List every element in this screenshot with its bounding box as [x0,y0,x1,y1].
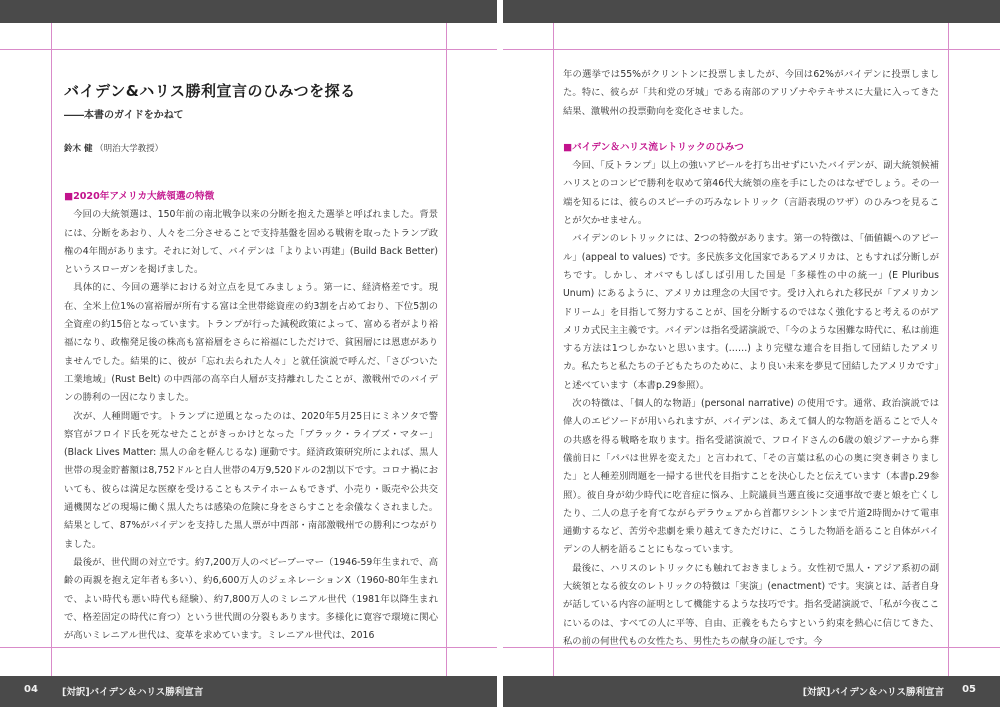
footer-title-left: [対訳]バイデン＆ハリス勝利宣言 [62,687,204,698]
footer-left [0,676,497,707]
paragraph: 具体的に、今回の選挙における対立点を見てみましょう。第一に、経済格差です。現在、全米上位1%の富裕層が所有する富は全世帯総資産の約3割を占めており、下位5割の全資産の約15倍となっています。トランプが行った減税政策によって、富める者がより裕福になり、政権発足後の株高も富裕層をさらに裕福にしただけで、貧困層には恩恵がありませんでした。結果的に、彼が「忘れ去られた人々」と就任演説で呼んだ、「さびついた工業地域」(Rust Belt) の中西部の高卒白人層が支持離れしたことが、激戦州でのバイデンの勝利の一因になりました。 [64,282,438,404]
author-name: 鈴木 健 [64,144,93,154]
left-body-column [64,188,438,645]
margin-rule-right-outer [948,23,949,676]
author-affiliation: （明治大学教授） [95,144,164,154]
paragraph: 次の特徴は、「個人的な物語」(personal narrative) の使用です。通常、政治演説では偉人のエピソードが用いられますが、バイデンは、あえて個人的な物語を語ることで人々の共感を得る戦略を取ります。指名受諾演説で、フロイドさんの6歳の娘ジアーナから葬儀前日に「パパは世界を変えた」と言われて、「その言葉は私の心の奥に突き刺さりました」と人種差別問題を一掃する世代を目指すことを決心したと伝えています（本書p.29参照）。彼自身が幼少時代に吃音症に悩み、上院議員当選直後に交通事故で妻と娘を亡くしたり、二人の息子を育てながらデラウェアから首都ワシントンまで片道2時間かけて電車通勤するなど、苦労や悲劇を乗り越えてきただけに、こうした物語を語ること自体がバイデンの人柄を語ることにもなっています。 [563,398,939,556]
section-heading: ■2020年アメリカ大統領選の特徴 [64,191,215,202]
article-title: バイデン&ハリス勝利宣言のひみつを探る [64,82,356,100]
paragraph: 今回、「反トランプ」以上の強いアピールを打ち出せずにいたバイデンが、副大統領候補ハリスとのコンビで勝利を収めて第46代大統領の座を手にしたのはなぜでしょう。その一端を知るには、彼らのスピーチの巧みなレトリック（言語表現のワザ）のひみつを見ることが欠かせません。 [563,160,939,227]
footer-title-right: [対訳]バイデン＆ハリス勝利宣言 [802,687,944,698]
author-line [64,142,163,154]
paragraph: 次が、人種問題です。トランプに逆風となったのは、2020年5月25日にミネソタで警察官がフロイド氏を死なせたことがきっかけとなった「ブラック・ライブズ・マター」(Black Lives Matter: 黒人の命を軽んじるな) 運動です。経済政策研究所によれば、黒人世帯の現金貯蓄額は8,752ドルと白人世帯の4万9,520ドルの2割以下です。コロナ禍においても、彼らは満足な医療を受けることもステイホームもできず、小売り・販売や公共交通機関などの現場に働く黒人たちは感染の危険に身をさらすことを余儀なくされました。結果として、87%がバイデンを支持した黒人票が中西部・南部激戦州での勝利につながりました。 [64,410,438,550]
top-bar-right [503,0,1000,23]
margin-rule-left-inner [446,23,447,676]
top-bar-left [0,0,497,23]
paragraph: 最後が、世代間の対立です。約7,200万人のベビーブーマー（1946-59年生まれで、高齢の両親を抱え定年者も多い）、約6,600万人のジェネレーションX（1960-80年生まれで、よい時代も悪い時代も経験）、約7,800万人のミレニアル世代（1981年以降生まれで、格差固定の時代に育つ）という世代間の分裂もあります。多様化に寛容で環境に関心が高いミレニアル世代は、変革を求めています。ミレニアル世代は、2016 [64,556,438,642]
margin-rule-left-outer [51,23,52,676]
page-number-right: 05 [962,684,976,695]
page-gutter [497,0,503,707]
footer-right [503,676,1000,707]
section-heading: ■バイデン＆ハリス流レトリックのひみつ [563,141,744,153]
paragraph: 最後に、ハリスのレトリックにも触れておきましょう。女性初で黒人・アジア系初の副大統領となる彼女のレトリックの特徴は「実演」(enactment) です。実演とは、話者自身が話している内容の証明として機能するような技巧です。指名受諾演説で、「私が今夜ここにいるのは、すべての人に平等、自由、正義をもたらすという約束を熱心に信じてきた、私の前の何世代もの女性たち、男性たちの献身の証しです。今 [563,562,939,647]
article-subtitle: ――本書のガイドをかねて [64,110,184,121]
margin-rule-right-inner [553,23,554,676]
right-body-column [563,66,939,651]
paragraph: バイデンのレトリックには、2つの特徴があります。第一の特徴は、「価値観へのアピール」(appeal to values) です。多民族多文化国家であるアメリカは、ともすれば分断しがちです。しかし、オバマもしばしば引用した国是「多様性の中の統一」(E Pluribus Unum) にあるように、アメリカは理念の大国です。受け入れられた移民が「アメリカンドリーム」を目指して努力することが、国を分断するのではなく強化すると考えるのがアメリカ式民主主義です。バイデンは指名受諾演説で、「今のような困難な時代に、私は前進する方法は1つしかないと思います。(……) より完璧な連合を目指して団結したアメリカ。私たちと私たちの子どもたちのために、より良い未来を夢見て団結したアメリカです」と述べています（本書p.29参照）。 [563,233,939,391]
continuation-paragraph: 年の選挙では55%がクリントンに投票しましたが、今回は62%がバイデンに投票しました。特に、彼らが「共和党の牙城」である南部のアリゾナやテキサスに大量に入ってきた結果、激戦州の投票動向を変化させました。 [563,69,939,117]
section-spacer [563,121,939,139]
page-number-left: 04 [24,684,38,695]
paragraph: 今回の大統領選は、150年前の南北戦争以来の分断を抱えた選挙と呼ばれました。背景には、分断をあおり、人々を二分させることで支持基盤を固める戦術を取ったトランプ政権の4年間があります。それに対して、バイデンは「よりよい再建」(Build Back Better) というスローガンを掲げました。 [64,209,438,276]
